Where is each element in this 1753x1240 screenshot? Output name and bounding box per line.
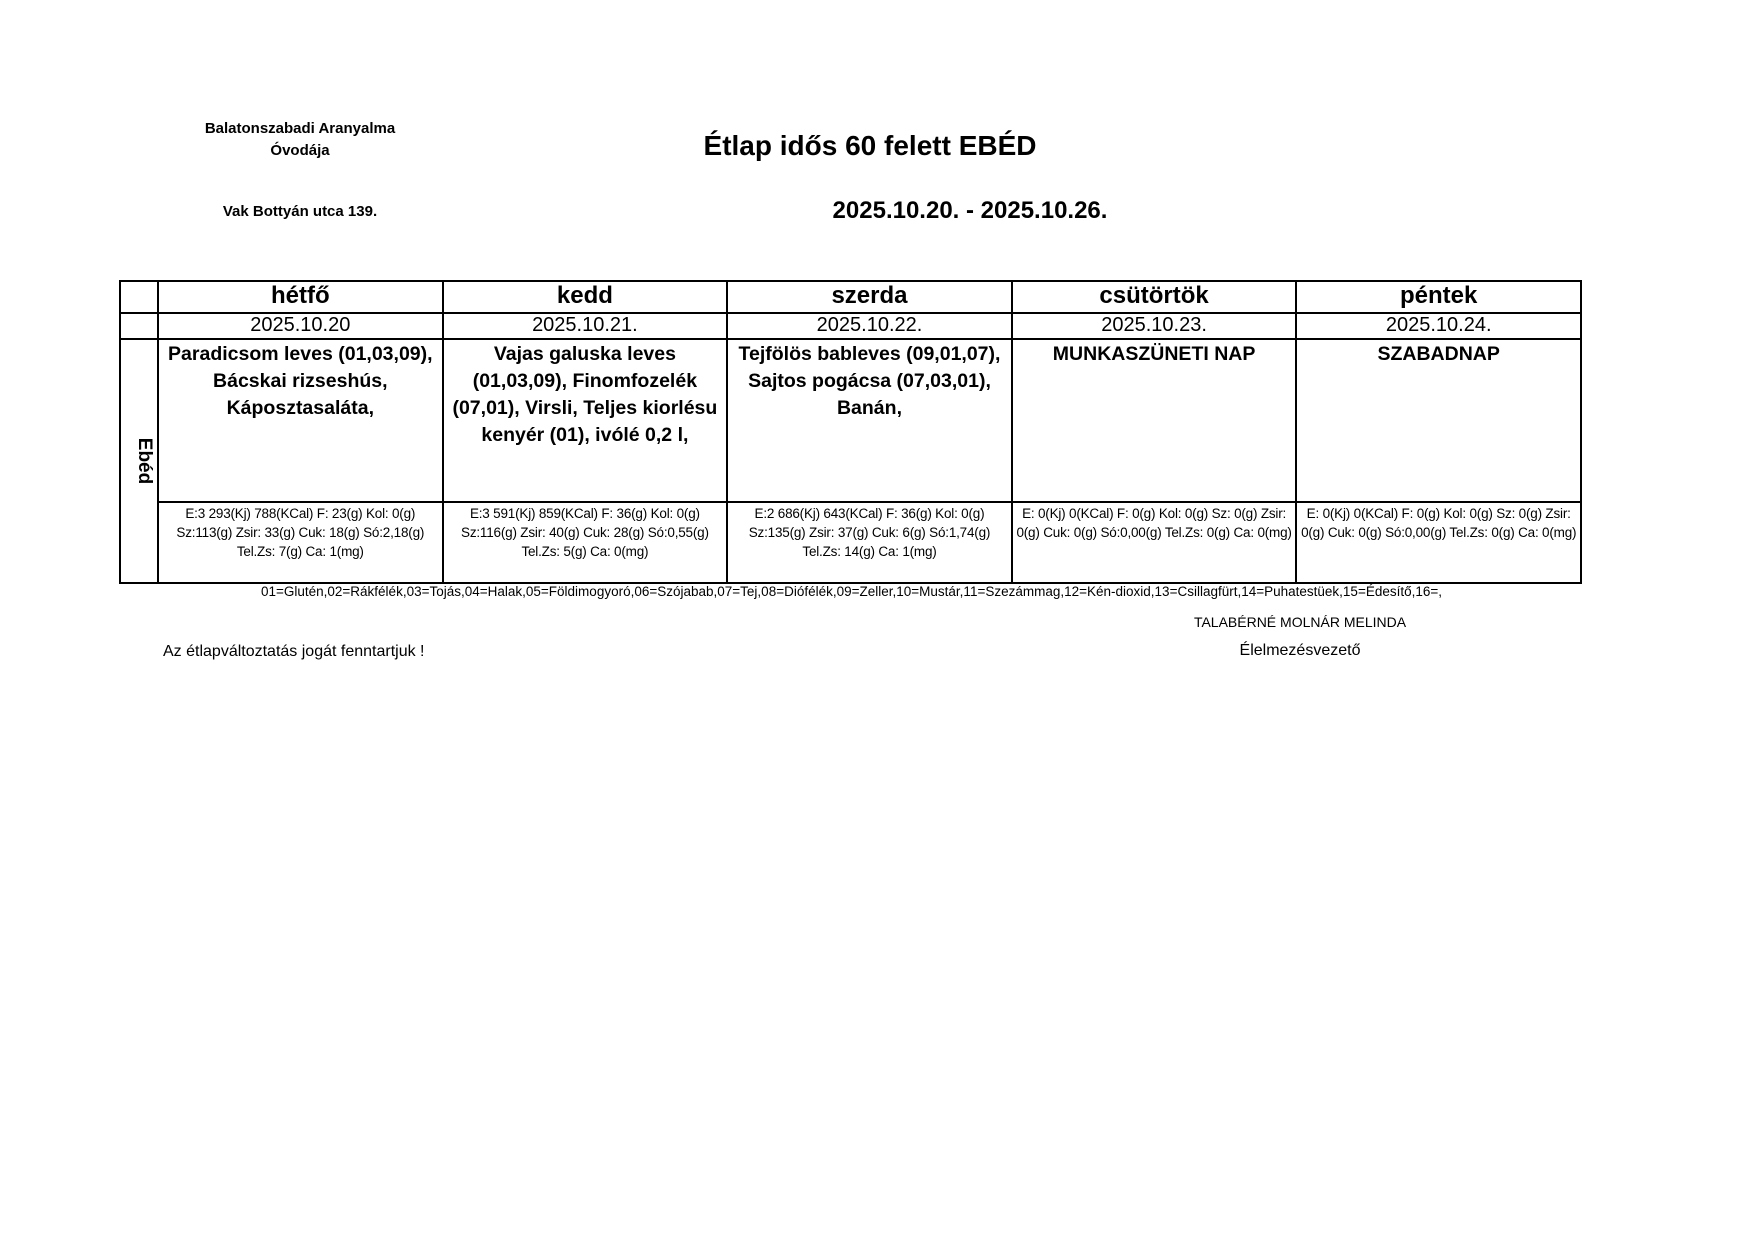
page-title: Étlap idős 60 felett EBÉD — [703, 130, 1037, 161]
corner-cell — [120, 281, 158, 313]
date-row — [120, 313, 1581, 339]
date-monday: 2025.10.20 — [158, 313, 443, 339]
day-name-wednesday: szerda — [727, 281, 1012, 313]
date-tuesday: 2025.10.21. — [443, 313, 728, 339]
organization-address: Vak Bottyán utca 139. — [222, 203, 378, 220]
meal-friday: SZABADNAP — [1296, 339, 1581, 502]
nutrition-tuesday: E:3 591(Kj) 859(KCal) F: 36(g) Kol: 0(g) Sz:116(g) Zsir: 40(g) Cuk: 28(g) Só:0,55(g) Tel.Zs: 5(g) Ca: 0(mg) — [443, 502, 728, 583]
day-name-tuesday: kedd — [443, 281, 728, 313]
nutrition-row — [120, 502, 1581, 583]
organization-name — [175, 118, 425, 162]
meal-wednesday: Tejfölös bableves (09,01,07), Sajtos pogácsa (07,03,01), Banán, — [727, 339, 1012, 502]
allergen-legend: 01=Glutén,02=Rákfélék,03=Tojás,04=Halak,05=Földimogyoró,06=Szójabab,07=Tej,08=Diófélék,09=Zeller,10=Mustár,11=Szezámmag,12=Kén-dioxid,13=Csillagfürt,14=Puhatestüek,15=Édesítő,16=, — [260, 584, 1443, 599]
nutrition-monday: E:3 293(Kj) 788(KCal) F: 23(g) Kol: 0(g) Sz:113(g) Zsir: 33(g) Cuk: 18(g) Só:2,18(g) Tel.Zs: 7(g) Ca: 1(mg) — [158, 502, 443, 583]
meal-label-text: Ebéd — [134, 437, 156, 485]
day-name-row — [120, 281, 1581, 313]
meal-tuesday: Vajas galuska leves (01,03,09), Finomfozelék (07,01), Virsli, Teljes kiorlésu kenyér (01), ivólé 0,2 l, — [443, 339, 728, 502]
day-name-friday: péntek — [1296, 281, 1581, 313]
signer-name: TALABÉRNÉ MOLNÁR MELINDA — [1193, 614, 1407, 630]
menu-change-disclaimer: Az étlapváltoztatás jogát fenntartjuk ! — [163, 643, 425, 660]
signer-role: Élelmezésvezető — [1239, 642, 1361, 659]
nutrition-thursday: E: 0(Kj) 0(KCal) F: 0(g) Kol: 0(g) Sz: 0(g) Zsir: 0(g) Cuk: 0(g) Só:0,00(g) Tel.Zs: 0(g) Ca: 0(mg) — [1012, 502, 1297, 583]
meal-monday: Paradicsom leves (01,03,09), Bácskai rizseshús, Káposztasaláta, — [158, 339, 443, 502]
date-wednesday: 2025.10.22. — [727, 313, 1012, 339]
nutrition-wednesday: E:2 686(Kj) 643(KCal) F: 36(g) Kol: 0(g) Sz:135(g) Zsir: 37(g) Cuk: 6(g) Só:1,74(g) Tel.Zs: 14(g) Ca: 1(mg) — [727, 502, 1012, 583]
menu-table — [119, 280, 1582, 584]
meal-thursday: MUNKASZÜNETI NAP — [1012, 339, 1297, 502]
date-friday: 2025.10.24. — [1296, 313, 1581, 339]
meal-row-label — [120, 339, 158, 583]
day-name-monday: hétfő — [158, 281, 443, 313]
organization-name-line2: Óvodája — [270, 142, 330, 159]
menu-period: 2025.10.20. - 2025.10.26. — [832, 197, 1108, 224]
date-thursday: 2025.10.23. — [1012, 313, 1297, 339]
corner-cell-date — [120, 313, 158, 339]
day-name-thursday: csütörtök — [1012, 281, 1297, 313]
organization-name-line1: Balatonszabadi Aranyalma — [204, 120, 396, 137]
meal-row — [120, 339, 1581, 502]
nutrition-friday: E: 0(Kj) 0(KCal) F: 0(g) Kol: 0(g) Sz: 0(g) Zsir: 0(g) Cuk: 0(g) Só:0,00(g) Tel.Zs: 0(g) Ca: 0(mg) — [1296, 502, 1581, 583]
